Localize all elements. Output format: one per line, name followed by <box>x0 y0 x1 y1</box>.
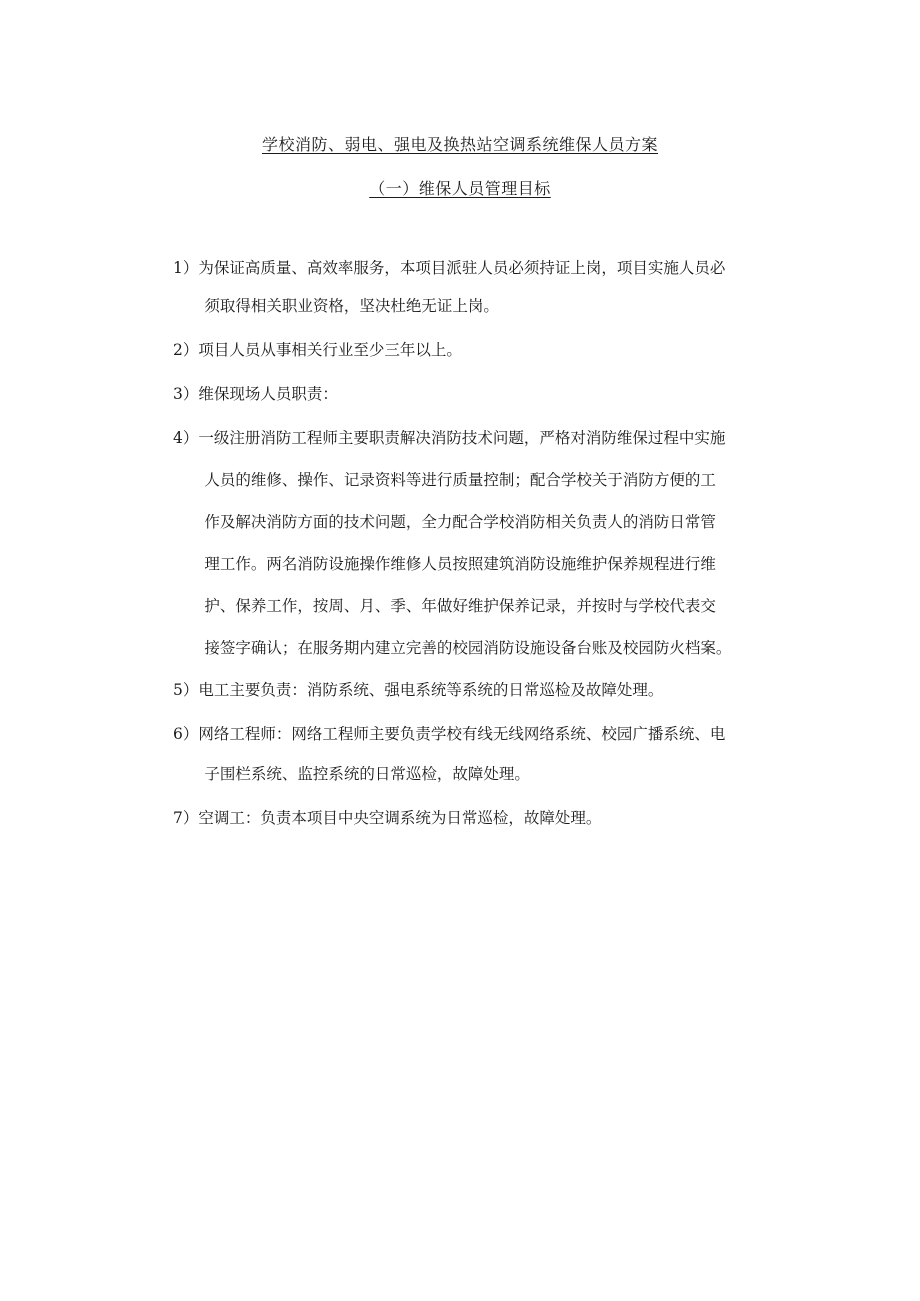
text-line: 接签字确认；在服务期内建立完善的校园消防设施设备台账及校园防火档案。 <box>204 639 732 657</box>
document-title: 学校消防、弱电、强电及换热站空调系统维保人员方案 <box>261 135 658 154</box>
list-item-text <box>198 380 793 408</box>
list-item-text <box>198 720 793 788</box>
text-line: 为保证高质量、高效率服务，本项目派驻人员必须持证上岗，项目实施人员必 <box>198 259 726 277</box>
list-item-4 <box>173 424 793 662</box>
list-item-text <box>198 424 793 662</box>
text-line: 子围栏系统、监控系统的日常巡检，故障处理。 <box>204 765 530 783</box>
text-line: 护、保养工作，按周、月、季、年做好维护保养记录，并按时与学校代表交 <box>204 597 716 615</box>
list-item-text <box>198 336 793 364</box>
section-heading: （一）维保人员管理目标 <box>369 179 551 198</box>
list-marker: 3） <box>173 385 199 403</box>
list-item-6 <box>173 720 793 788</box>
text-line: 项目人员从事相关行业至少三年以上。 <box>198 341 462 359</box>
text-line: 空调工：负责本项目中央空调系统为日常巡检，故障处理。 <box>198 809 602 827</box>
text-line: 作及解决消防方面的技术问题，全力配合学校消防相关负责人的消防日常管 <box>204 513 716 531</box>
list-marker: 6） <box>173 725 199 743</box>
text-line: 须取得相关职业资格，坚决杜绝无证上岗。 <box>204 297 499 315</box>
list-marker: 5） <box>173 681 199 699</box>
list-item-1 <box>173 254 793 320</box>
list-marker: 1） <box>173 259 199 277</box>
list-item-text <box>198 676 793 704</box>
list-marker: 4） <box>173 429 199 447</box>
list-item-7 <box>173 804 793 832</box>
list-item-2 <box>173 336 793 364</box>
list-marker: 2） <box>173 341 199 359</box>
list-item-text <box>198 804 793 832</box>
text-line: 网络工程师：网络工程师主要负责学校有线无线网络系统、校园广播系统、电 <box>198 725 726 743</box>
list-item-5 <box>173 676 793 704</box>
text-line: 人员的维修、操作、记录资料等进行质量控制；配合学校关于消防方便的工 <box>204 471 716 489</box>
text-line: 电工主要负责：消防系统、强电系统等系统的日常巡检及故障处理。 <box>198 681 664 699</box>
responsibility-list <box>173 254 793 832</box>
list-item-text <box>198 254 793 320</box>
text-line: 理工作。两名消防设施操作维修人员按照建筑消防设施维护保养规程进行维 <box>204 555 716 573</box>
list-item-3 <box>173 380 793 408</box>
text-line: 一级注册消防工程师主要职责解决消防技术问题，严格对消防维保过程中实施 <box>198 429 726 447</box>
list-marker: 7） <box>173 809 199 827</box>
text-line: 维保现场人员职责： <box>198 385 338 403</box>
